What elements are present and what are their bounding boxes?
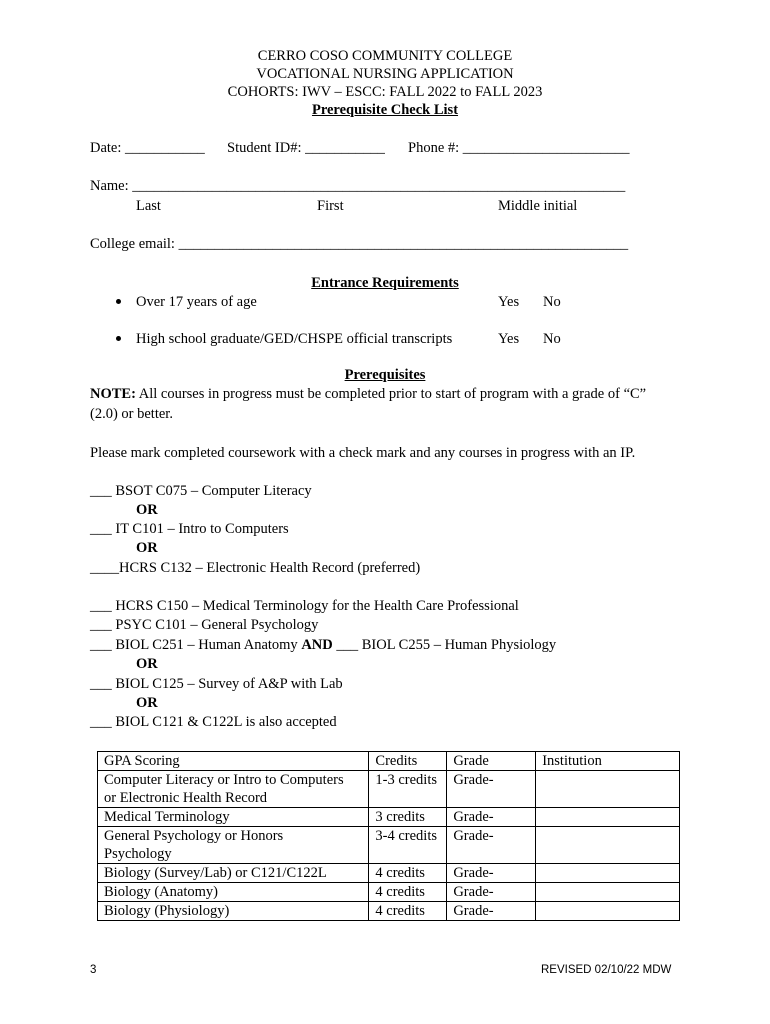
course-name: General Psychology or Honors [104, 828, 284, 844]
course-psyc-c101[interactable]: ___ PSYC C101 – General Psychology [90, 617, 319, 633]
table-header-row [98, 752, 680, 771]
table-row [98, 771, 680, 808]
age-yes-option[interactable]: Yes [498, 294, 520, 310]
name-field[interactable]: Name: ____________________________________________________________________ [90, 178, 626, 194]
transcripts-yes-option[interactable]: Yes [498, 331, 520, 347]
course-hcrs-c150[interactable]: ___ HCRS C150 – Medical Terminology for the Health Care Professional [90, 598, 519, 614]
course-hcrs-c132[interactable]: ____HCRS C132 – Electronic Health Record (preferred) [90, 560, 421, 576]
institution-cell[interactable] [536, 827, 680, 864]
course-cell: Biology (Anatomy) [98, 883, 369, 902]
revision-note: REVISED 02/10/22 MDW [541, 964, 672, 976]
grade-cell[interactable]: Grade- [447, 827, 536, 864]
course-cell [98, 827, 369, 864]
note-label: NOTE: [90, 386, 136, 402]
institution-cell[interactable] [536, 902, 680, 921]
or-label: OR [136, 695, 158, 711]
college-email-field[interactable]: College email: ______________________________________________________________ [90, 236, 629, 252]
cohorts-line: COHORTS: IWV – ESCC: FALL 2022 to FALL 2023 [227, 84, 543, 100]
gpa-scoring-table [97, 751, 680, 921]
header-credits: Credits [369, 752, 447, 771]
grade-cell[interactable]: Grade- [447, 771, 536, 808]
header-institution: Institution [536, 752, 680, 771]
credits-cell: 4 credits [369, 864, 447, 883]
note-line-1 [90, 385, 646, 403]
entrance-item-transcripts: High school graduate/GED/CHSPE official transcripts [136, 331, 453, 347]
grade-cell[interactable]: Grade- [447, 808, 536, 827]
date-field[interactable]: Date: ___________ [90, 140, 205, 156]
grade-cell[interactable]: Grade- [447, 864, 536, 883]
instruction-text: Please mark completed coursework with a check mark and any courses in progress with an IP. [90, 445, 636, 461]
grade-cell[interactable]: Grade- [447, 883, 536, 902]
biol-c255-text: ___ BIOL C255 – Human Physiology [332, 637, 557, 653]
course-cell: Medical Terminology [98, 808, 369, 827]
credits-cell: 3-4 credits [369, 827, 447, 864]
header-grade: Grade [447, 752, 536, 771]
or-label: OR [136, 656, 158, 672]
credits-cell: 1-3 credits [369, 771, 447, 808]
entrance-heading: Entrance Requirements [311, 275, 459, 291]
course-biol-c125[interactable]: ___ BIOL C125 – Survey of A&P with Lab [90, 676, 343, 692]
course-cell [98, 771, 369, 808]
age-no-option[interactable]: No [543, 294, 561, 310]
table-row [98, 883, 680, 902]
name-first-label: First [317, 198, 344, 214]
student-id-field[interactable]: Student ID#: ___________ [227, 140, 385, 156]
table-row [98, 808, 680, 827]
name-middle-label: Middle initial [498, 198, 578, 214]
college-name: CERRO COSO COMMUNITY COLLEGE [257, 48, 513, 64]
table-row [98, 827, 680, 864]
header-gpa-scoring: GPA Scoring [98, 752, 369, 771]
entrance-item-age: Over 17 years of age [136, 294, 257, 310]
biol-c251-text: ___ BIOL C251 – Human Anatomy [90, 637, 302, 653]
note-text: All courses in progress must be completed prior to start of program with a grade of “C” [135, 386, 647, 402]
grade-cell[interactable]: Grade- [447, 902, 536, 921]
course-cell: Biology (Physiology) [98, 902, 369, 921]
course-bsot-c075[interactable]: ___ BSOT C075 – Computer Literacy [90, 483, 312, 499]
or-label: OR [136, 540, 158, 556]
phone-field[interactable]: Phone #: _______________________ [408, 140, 630, 156]
page-number: 3 [90, 964, 97, 976]
course-biol-c121[interactable]: ___ BIOL C121 & C122L is also accepted [90, 714, 337, 730]
institution-cell[interactable] [536, 883, 680, 902]
institution-cell[interactable] [536, 864, 680, 883]
table-row [98, 902, 680, 921]
credits-cell: 3 credits [369, 808, 447, 827]
and-label: AND [301, 637, 333, 653]
table-row [98, 864, 680, 883]
institution-cell[interactable] [536, 808, 680, 827]
page-title: Prerequisite Check List [311, 102, 459, 118]
credits-cell: 4 credits [369, 902, 447, 921]
institution-cell[interactable] [536, 771, 680, 808]
course-name: Computer Literacy or Intro to Computers [104, 772, 344, 788]
bullet-icon [116, 336, 121, 341]
or-label: OR [136, 502, 158, 518]
name-last-label: Last [136, 198, 161, 214]
course-biol-c251-c255[interactable] [90, 636, 556, 654]
course-it-c101[interactable]: ___ IT C101 – Intro to Computers [90, 521, 289, 537]
credits-cell: 4 credits [369, 883, 447, 902]
course-name-cont: Psychology [104, 846, 172, 862]
prerequisites-heading: Prerequisites [344, 367, 426, 383]
transcripts-no-option[interactable]: No [543, 331, 561, 347]
bullet-icon [116, 299, 121, 304]
application-title: VOCATIONAL NURSING APPLICATION [256, 66, 514, 82]
course-cell: Biology (Survey/Lab) or C121/C122L [98, 864, 369, 883]
course-name-cont: or Electronic Health Record [104, 790, 268, 806]
note-line-2: (2.0) or better. [90, 406, 173, 422]
